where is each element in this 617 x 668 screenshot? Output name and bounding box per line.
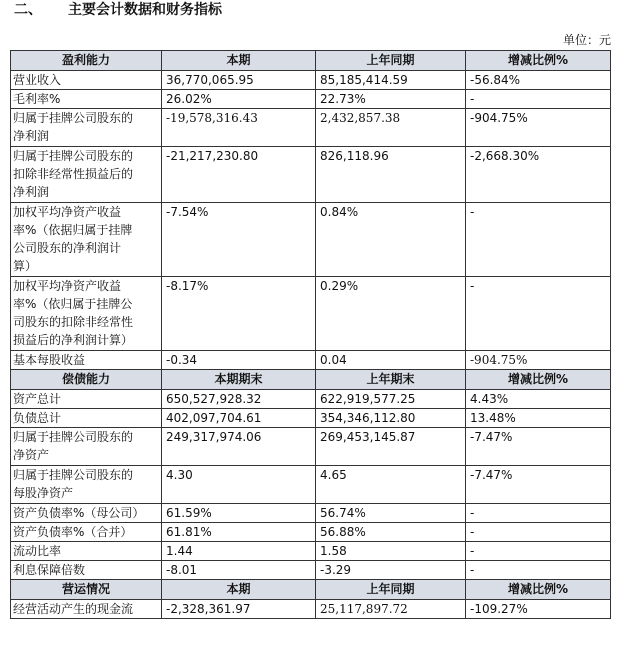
cell-previous: 826,118.96 [316, 147, 466, 203]
cell-current: 4.30 [162, 466, 316, 504]
cell-previous: -3.29 [316, 561, 466, 580]
table-row [11, 109, 611, 147]
cell-previous: 56.74% [316, 504, 466, 523]
cell-change: -7.47% [466, 466, 611, 504]
header-cell-previous: 上年同期 [316, 580, 466, 600]
cell-current: 61.81% [162, 523, 316, 542]
cell-previous: 354,346,112.80 [316, 409, 466, 428]
cell-previous: 1.58 [316, 542, 466, 561]
cell-change: -904.75% [466, 351, 611, 370]
cell-previous: 4.65 [316, 466, 466, 504]
row-label: 资产负债率%（合并） [11, 523, 162, 542]
table-row [11, 277, 611, 351]
cell-current: -7.54% [162, 203, 316, 277]
cell-current: 1.44 [162, 542, 316, 561]
cell-current: -8.01 [162, 561, 316, 580]
row-label: 负债总计 [11, 409, 162, 428]
table-row [11, 147, 611, 203]
cell-current: -2,328,361.97 [162, 600, 316, 619]
cell-current: -21,217,230.80 [162, 147, 316, 203]
header-cell-previous: 上年期末 [316, 370, 466, 390]
table-row [11, 203, 611, 277]
cell-change: - [466, 277, 611, 351]
cell-previous: 25,117,897.72 [316, 600, 466, 619]
header-cell-current: 本期期末 [162, 370, 316, 390]
cell-change: -904.75% [466, 109, 611, 147]
cell-previous: 56.88% [316, 523, 466, 542]
cell-change: - [466, 90, 611, 109]
cell-change: 4.43% [466, 390, 611, 409]
row-label: 流动比率 [11, 542, 162, 561]
cell-change: -56.84% [466, 71, 611, 90]
cell-current: -8.17% [162, 277, 316, 351]
row-label: 归属于挂牌公司股东的 净利润 [11, 109, 162, 147]
cell-current: -19,578,316.43 [162, 109, 316, 147]
header-cell-label: 营运情况 [11, 580, 162, 600]
row-label: 归属于挂牌公司股东的 净资产 [11, 428, 162, 466]
table-row [11, 390, 611, 409]
cell-change: - [466, 203, 611, 277]
row-label: 利息保障倍数 [11, 561, 162, 580]
cell-current: 249,317,974.06 [162, 428, 316, 466]
header-cell-change: 增减比例% [466, 51, 611, 71]
table-row [11, 409, 611, 428]
cell-change: -2,668.30% [466, 147, 611, 203]
row-label: 归属于挂牌公司股东的 扣除非经常性损益后的 净利润 [11, 147, 162, 203]
header-cell-change: 增减比例% [466, 580, 611, 600]
table-row [11, 600, 611, 619]
cell-previous: 22.73% [316, 90, 466, 109]
cell-current: -0.34 [162, 351, 316, 370]
cell-previous: 2,432,857.38 [316, 109, 466, 147]
row-label: 基本每股收益 [11, 351, 162, 370]
header-cell-current: 本期 [162, 580, 316, 600]
cell-change: -7.47% [466, 428, 611, 466]
table-row [11, 561, 611, 580]
table-row [11, 523, 611, 542]
cell-previous: 0.04 [316, 351, 466, 370]
cell-current: 36,770,065.95 [162, 71, 316, 90]
unit-label: 单位：元 [562, 33, 611, 47]
section-header-row [11, 370, 611, 390]
row-label: 资产总计 [11, 390, 162, 409]
section-heading [14, 0, 222, 20]
section-header-row [11, 51, 611, 71]
row-label: 资产负债率%（母公司） [11, 504, 162, 523]
cell-current: 402,097,704.61 [162, 409, 316, 428]
table-row [11, 90, 611, 109]
table-row [11, 542, 611, 561]
header-cell-label: 盈利能力 [11, 51, 162, 71]
cell-current: 26.02% [162, 90, 316, 109]
row-label: 归属于挂牌公司股东的 每股净资产 [11, 466, 162, 504]
row-label: 加权平均净资产收益 率%（依据归属于挂牌 公司股东的净利润计 算） [11, 203, 162, 277]
row-label: 毛利率% [11, 90, 162, 109]
table-row [11, 466, 611, 504]
row-label: 营业收入 [11, 71, 162, 90]
row-label: 经营活动产生的现金流 [11, 600, 162, 619]
cell-change: 13.48% [466, 409, 611, 428]
cell-previous: 622,919,577.25 [316, 390, 466, 409]
table-row [11, 428, 611, 466]
table-row [11, 71, 611, 90]
section-title: 主要会计数据和财务指标 [68, 2, 222, 18]
cell-previous: 0.29% [316, 277, 466, 351]
header-cell-current: 本期 [162, 51, 316, 71]
table-row [11, 351, 611, 370]
cell-change: - [466, 523, 611, 542]
cell-change: -109.27% [466, 600, 611, 619]
cell-previous: 85,185,414.59 [316, 71, 466, 90]
cell-change: - [466, 504, 611, 523]
section-number: 二、 [14, 2, 42, 18]
cell-previous: 0.84% [316, 203, 466, 277]
cell-change: - [466, 542, 611, 561]
section-header-row [11, 580, 611, 600]
row-label: 加权平均净资产收益 率%（依归属于挂牌公 司股东的扣除非经常性 损益后的净利润计算） [11, 277, 162, 351]
cell-previous: 269,453,145.87 [316, 428, 466, 466]
cell-change: - [466, 561, 611, 580]
cell-current: 61.59% [162, 504, 316, 523]
header-cell-label: 偿债能力 [11, 370, 162, 390]
cell-current: 650,527,928.32 [162, 390, 316, 409]
header-cell-change: 增减比例% [466, 370, 611, 390]
table-row [11, 504, 611, 523]
header-cell-previous: 上年同期 [316, 51, 466, 71]
table-body [11, 51, 611, 619]
financial-indicators-table [10, 50, 611, 619]
